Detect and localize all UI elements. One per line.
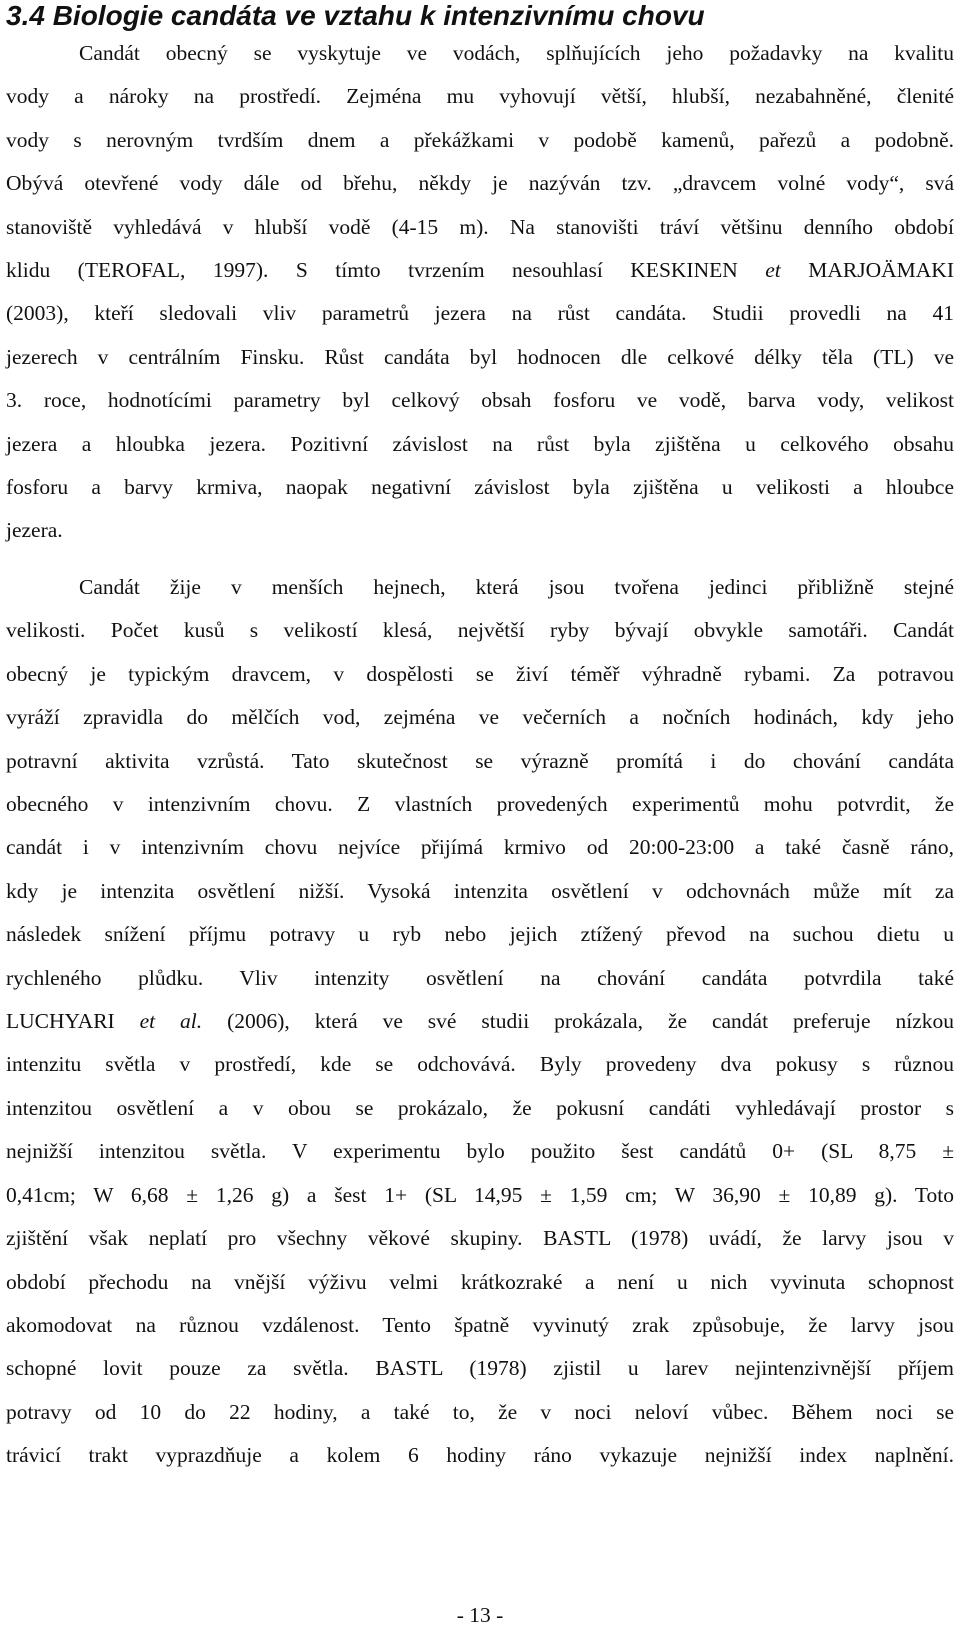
paragraph-line: velikosti. Počet kusů s velikostí klesá, největší ryby bývají obvykle samotáři. Candát <box>6 618 954 643</box>
paragraph-line: nejnižší intenzitou světla. V experimentu bylo použito šest candátů 0+ (SL 8,75 ± <box>6 1139 954 1164</box>
latin-et: et <box>765 258 781 283</box>
paragraph-line: vody s nerovným tvrdším dnem a překážkami v podobě kamenů, pařezů a podobně. <box>6 127 954 152</box>
page-number: - 13 - <box>456 1603 504 1627</box>
paragraph-line: období přechodu na vnější výživu velmi krátkozraké a není u nich vyvinuta schopnost <box>6 1269 954 1294</box>
paragraph-line: rychleného plůdku. Vliv intenzity osvětlení na chování candáta potvrdila také <box>6 965 954 990</box>
paragraph-line: fosforu a barvy krmiva, naopak negativní závislost byla zjištěna u velikosti a hloubce <box>6 475 954 500</box>
paragraph-line: intenzitu světla v prostředí, kde se odchovává. Byly provedeny dva pokusy s různou <box>6 1052 954 1077</box>
paragraph-behaviour <box>6 566 954 1478</box>
paragraph-habitat <box>6 32 954 553</box>
paragraph-line: jezerech v centrálním Finsku. Růst candáta byl hodnocen dle celkové délky těla (TL) ve <box>6 344 954 369</box>
paragraph-line: trávicí trakt vyprazdňuje a kolem 6 hodiny ráno vykazuje nejnižší index naplnění. <box>6 1443 954 1468</box>
paragraph-line: candát i v intenzivním chovu nejvíce přijímá krmivo od 20:00-23:00 a také časně ráno, <box>6 835 954 860</box>
latin-et-al: et al. <box>139 1009 203 1034</box>
paragraph-line: (2003), kteří sledovali vliv parametrů jezera na růst candáta. Studii provedli na 41 <box>6 301 954 326</box>
paragraph-line: vyráží zpravidla do mělčích vod, zejména ve večerních a nočních hodinách, kdy jeho <box>6 705 954 730</box>
paragraph-line: potravní aktivita vzrůstá. Tato skutečnost se výrazně promítá i do chování candáta <box>6 748 954 773</box>
paragraph-line: 3. roce, hodnotícími parametry byl celkový obsah fosforu ve vodě, barva vody, velikost <box>6 388 954 413</box>
paragraph-line: Candát obecný se vyskytuje ve vodách, splňujících jeho požadavky na kvalitu <box>79 41 954 65</box>
paragraph-line: vody a nároky na prostředí. Zejména mu vyhovují větší, hlubší, nezabahněné, členité <box>6 84 954 109</box>
paragraph-line: 0,41cm; W 6,68 ± 1,26 g) a šest 1+ (SL 14,95 ± 1,59 cm; W 36,90 ± 10,89 g). Toto <box>6 1182 954 1207</box>
paragraph-line: akomodovat na různou vzdálenost. Tento špatně vyvinutý zrak způsobuje, že larvy jsou <box>6 1312 954 1337</box>
section-heading: 3.4 Biologie candáta ve vztahu k intenzivnímu chovu <box>6 0 705 31</box>
paragraph-line: potravy od 10 do 22 hodiny, a také to, že v noci neloví vůbec. Během noci se <box>6 1399 954 1424</box>
paragraph-line: zjištění však neplatí pro všechny věkové skupiny. BASTL (1978) uvádí, že larvy jsou v <box>6 1226 954 1251</box>
paragraph-line: LUCHYARI et al. (2006), která ve své studii prokázala, že candát preferuje nízkou <box>6 1009 954 1034</box>
paragraph-line: kdy je intenzita osvětlení nižší. Vysoká intenzita osvětlení v odchovnách může mít za <box>6 878 954 903</box>
paragraph-line: obecný je typickým dravcem, v dospělosti se živí téměř výhradně rybami. Za potravou <box>6 661 954 686</box>
paragraph-line: intenzitou osvětlení a v obou se prokázalo, že pokusní candáti vyhledávají prostor s <box>6 1095 954 1120</box>
paragraph-line: jezera a hloubka jezera. Pozitivní závislost na růst byla zjištěna u celkového obsahu <box>6 431 954 456</box>
paragraph-line: Candát žije v menších hejnech, která jsou tvořena jedinci přibližně stejné <box>79 575 954 599</box>
paragraph-line: obecného v intenzivním chovu. Z vlastních provedených experimentů mohu potvrdit, že <box>6 792 954 817</box>
paragraph-line: jezera. <box>6 518 63 543</box>
paragraph-line: klidu (TEROFAL, 1997). S tímto tvrzením nesouhlasí KESKINEN et MARJOÄMAKI <box>6 258 954 283</box>
paragraph-line: schopné lovit pouze za světla. BASTL (1978) zjistil u larev nejintenzivnější příjem <box>6 1356 954 1381</box>
paragraph-line: stanoviště vyhledává v hlubší vodě (4-15 m). Na stanovišti tráví většinu denního období <box>6 214 954 239</box>
paragraph-line: následek snížení příjmu potravy u ryb nebo jejich ztížený převod na suchou dietu u <box>6 922 954 947</box>
paragraph-line: Obývá otevřené vody dále od břehu, někdy je nazýván tzv. „dravcem volné vody“, svá <box>6 171 954 196</box>
